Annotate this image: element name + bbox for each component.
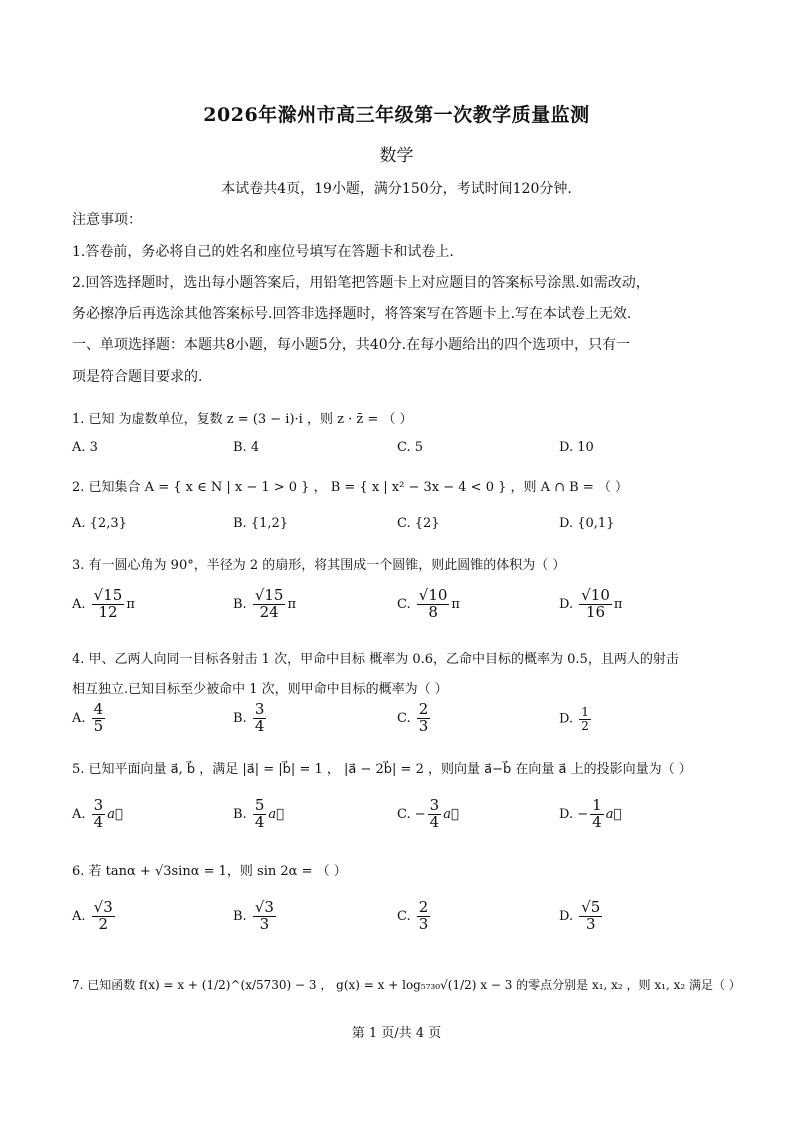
option-label: C.: [397, 596, 411, 612]
question-4-option-a: [72, 702, 107, 735]
pi-symbol: π: [126, 596, 135, 612]
notes-item-1: 1.答卷前，务必将自己的姓名和座位号填写在答题卡和试卷上.: [72, 244, 454, 260]
option-label: C.: [397, 908, 411, 924]
fraction-denominator: 3: [418, 716, 429, 735]
fraction-numerator: √10: [418, 586, 448, 604]
minus-sign: −: [414, 806, 426, 822]
question-4-option-d: [559, 706, 593, 732]
fraction-numerator: 1: [581, 705, 589, 719]
vector-a: a⃗: [107, 806, 123, 822]
question-5-option-a: [72, 798, 123, 831]
pi-symbol: π: [613, 596, 623, 612]
fraction-denominator: 4: [254, 812, 265, 831]
question-6-stem: 6. 若 tanα + √3sinα = 1，则 sin 2α = （ ）: [72, 864, 347, 879]
fraction: [253, 588, 286, 621]
question-5-option-c: [397, 798, 459, 831]
page-title: 2026年滁州市高三年级第一次教学质量监测: [203, 104, 590, 126]
notes-item-2-line-2: 务必擦净后再选涂其他答案标号.回答非选择题时，将答案写在答题卡上.写在本试卷上无效.: [72, 306, 632, 322]
fraction-denominator: 4: [429, 812, 440, 831]
question-4-stem-line-2: 相互独立.已知目标至少被命中 1 次，则甲命中目标的概率为（ ）: [72, 682, 448, 697]
fraction-numerator: 3: [254, 700, 265, 718]
question-1-option-b: B. 4: [233, 440, 260, 455]
pi-symbol: π: [287, 596, 297, 612]
question-2-stem: 2. 已知集合 A = { x ∈ N | x − 1 > 0 } ， B = { x | x² − 3x − 4 < 0 } ，则 A ∩ B = （ ）: [72, 480, 629, 495]
question-5-option-b: [233, 798, 284, 831]
fraction-denominator: 16: [586, 602, 606, 621]
option-label: B.: [233, 806, 247, 822]
fraction-denominator: 3: [418, 914, 429, 933]
fraction-denominator: 5: [93, 716, 104, 735]
option-label: D.: [559, 596, 574, 612]
option-label: D.: [559, 711, 574, 727]
vector-a: a⃗: [268, 806, 284, 822]
option-label: B.: [233, 596, 247, 612]
fraction: [417, 702, 431, 735]
fraction-denominator: 2: [98, 914, 108, 933]
fraction-denominator: 2: [581, 718, 589, 733]
page-footer: 第 1 页/共 4 页: [351, 1026, 442, 1041]
question-6-option-a: [72, 900, 117, 933]
subject-heading: 数学: [379, 146, 414, 166]
option-label: D.: [559, 806, 574, 822]
question-3-option-b: [233, 588, 296, 621]
fraction-numerator: √10: [581, 586, 610, 604]
fraction: [579, 900, 602, 933]
question-6-option-b: [233, 900, 278, 933]
exam-info: 本试卷共4页，19小题，满分150分，考试时间120分钟.: [221, 181, 572, 197]
option-label: B.: [233, 908, 247, 924]
fraction-denominator: 8: [428, 602, 438, 621]
fraction-numerator: √15: [93, 586, 123, 604]
fraction: [92, 798, 106, 831]
question-5-stem: 5. 已知平面向量 a⃗, b⃗ ，满足 |a⃗| = |b⃗| = 1 ， |a⃗ − 2b⃗| = 2 ，则向量 a⃗−b⃗ 在向量 a⃗ 上的投影向量为（ ）: [72, 762, 692, 777]
fraction-numerator: √5: [581, 898, 601, 916]
question-3-option-d: [559, 588, 622, 621]
fraction: [92, 702, 106, 735]
option-label: D.: [559, 908, 574, 924]
fraction-denominator: 24: [259, 602, 279, 621]
question-1-stem: 1. 已知 为虚数单位，复数 z = (3 − i)·i ，则 z · z̄ = （ ）: [72, 412, 413, 427]
question-3-option-c: [397, 588, 460, 621]
question-2-option-a: A. {2,3}: [72, 516, 127, 531]
option-label: A.: [72, 806, 86, 822]
fraction-numerator: 3: [93, 796, 104, 814]
question-1-option-a: A. 3: [72, 440, 98, 455]
fraction-numerator: √15: [254, 586, 284, 604]
fraction: [579, 588, 612, 621]
notes-heading: 注意事项：: [72, 212, 142, 228]
fraction-numerator: √3: [93, 898, 113, 916]
fraction: [92, 900, 115, 933]
option-label: C.: [397, 710, 411, 726]
vector-a: a⃗: [443, 806, 459, 822]
fraction-numerator: 4: [93, 700, 104, 718]
fraction: [253, 900, 276, 933]
fraction-denominator: 12: [98, 602, 118, 621]
fraction-denominator: 3: [586, 914, 596, 933]
fraction-numerator: 2: [418, 700, 429, 718]
fraction-numerator: 2: [418, 898, 429, 916]
fraction: [417, 588, 450, 621]
question-2-option-c: C. {2}: [397, 516, 440, 531]
fraction-numerator: 3: [429, 796, 440, 814]
fraction: [253, 798, 267, 831]
fraction: [417, 900, 431, 933]
question-1-option-c: C. 5: [397, 440, 424, 455]
question-4-stem-line-1: 4. 甲、乙两人向同一目标各射击 1 次，甲命中目标 概率为 0.6，乙命中目标的概率为 0.5，且两人的射击: [72, 652, 679, 667]
vector-a: a⃗: [605, 806, 622, 822]
section-heading-line-2: 项是符合题目要求的.: [72, 369, 203, 385]
fraction-denominator: 4: [93, 812, 104, 831]
pi-symbol: π: [451, 596, 460, 612]
fraction: [428, 798, 442, 831]
fraction: [579, 706, 591, 732]
minus-sign: −: [577, 806, 589, 822]
fraction-numerator: 1: [592, 796, 602, 814]
question-4-option-c: [397, 702, 432, 735]
question-4-option-b: [233, 702, 268, 735]
question-2-option-d: D. {0,1}: [559, 516, 615, 531]
option-label: B.: [233, 710, 247, 726]
question-2-option-b: B. {1,2}: [233, 516, 289, 531]
fraction-denominator: 3: [259, 914, 270, 933]
question-1-option-d: D. 10: [559, 440, 594, 455]
option-label: A.: [72, 908, 86, 924]
question-6-option-c: [397, 900, 432, 933]
section-heading-line-1: 一、单项选择题：本题共8小题，每小题5分，共40分.在每小题给出的四个选项中，只有一: [72, 337, 631, 353]
fraction-denominator: 4: [254, 716, 265, 735]
option-label: C.: [397, 806, 411, 822]
question-7-stem: 7. 已知函数 f(x) = x + (1/2)^(x/5730) − 3 ， g(x) = x + log₅₇₃₀√(1/2) x − 3 的零点分别是 x₁, x₂ ，则 x₁, x₂ 满足（ ）: [72, 978, 741, 992]
fraction: [253, 702, 267, 735]
option-label: A.: [72, 710, 86, 726]
question-3-option-a: [72, 588, 135, 621]
fraction-denominator: 4: [592, 812, 602, 831]
question-5-option-d: [559, 798, 621, 831]
fraction: [92, 588, 125, 621]
option-label: A.: [72, 596, 86, 612]
fraction-numerator: √3: [254, 898, 274, 916]
question-3-stem: 3. 有一圆心角为 90°，半径为 2 的扇形，将其围成一个圆锥，则此圆锥的体积为（ ）: [72, 558, 566, 573]
notes-item-2-line-1: 2.回答选择题时，选出每小题答案后，用铅笔把答题卡上对应题目的答案标号涂黑.如需改动，: [72, 275, 650, 291]
question-6-option-d: [559, 900, 604, 933]
fraction-numerator: 5: [254, 796, 265, 814]
fraction: [590, 798, 604, 831]
